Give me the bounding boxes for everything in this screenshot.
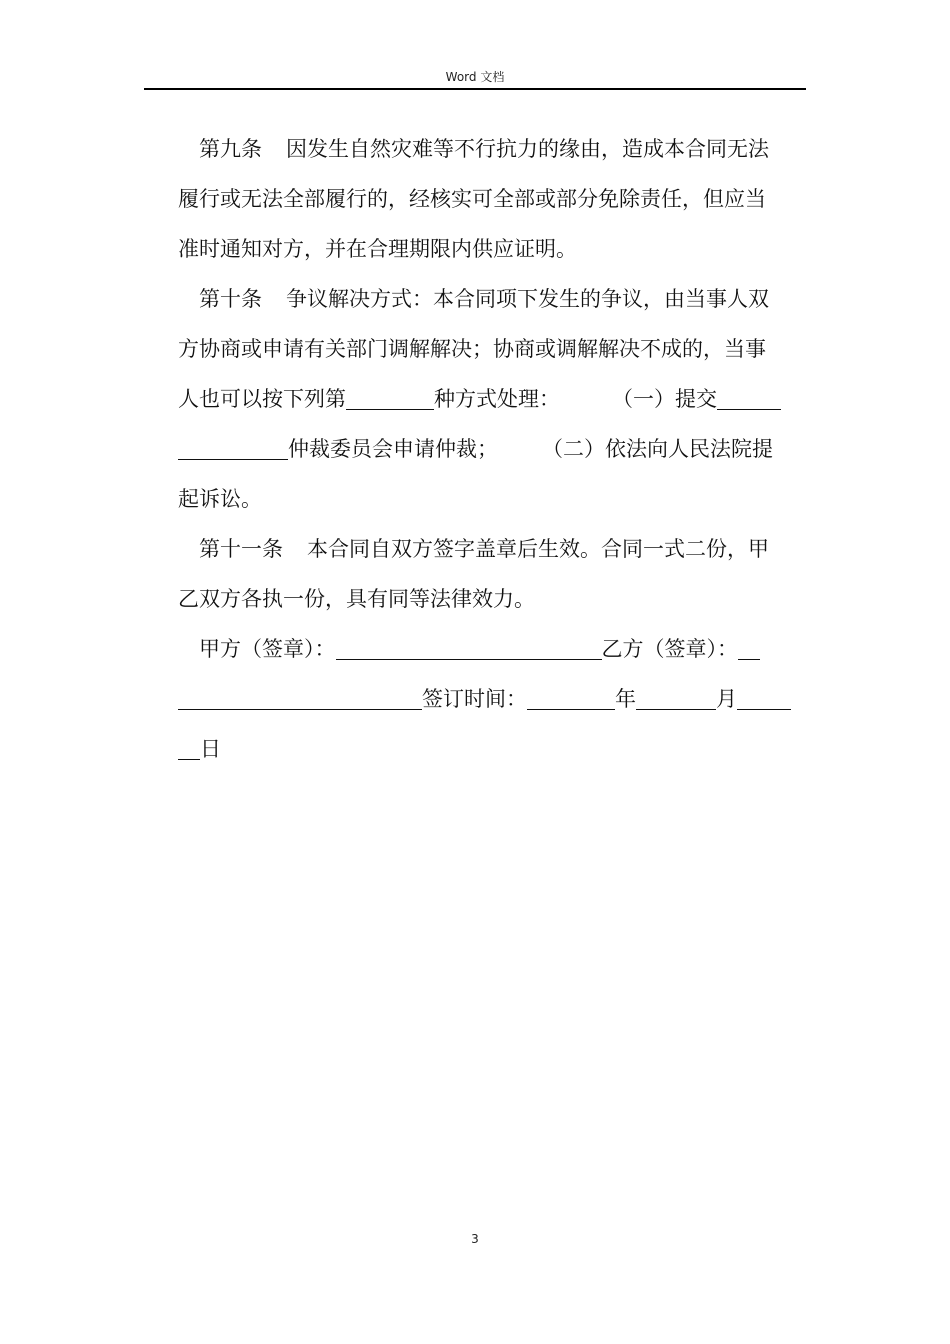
document-body [178,124,802,774]
year-label: 年 [615,687,636,711]
article-10-text-2: 方协商或申请有关部门调解解决；协商或调解解决不成的，当事 [178,337,766,361]
article-10-line-5 [178,474,802,524]
day-label: 日 [200,737,221,761]
article-10-text-4b: 仲裁委员会申请仲裁； [288,437,498,461]
article-11-title: 第十一条 [199,537,283,561]
article-11-text-2: 乙双方各执一份，具有同等法律效力。 [178,587,535,611]
article-10-line-1 [178,274,802,324]
article-9-text-3: 准时通知对方，并在合理期限内供应证明。 [178,237,577,261]
method-number-blank[interactable] [346,389,434,410]
party-a-label: 甲方（签章）： [199,637,336,661]
article-9-line-3 [178,224,802,274]
option-1-label: （一）提交 [612,387,717,411]
option-2-label: （二）依法向人民法院提 [542,437,773,461]
party-b-signature-blank-2[interactable] [178,689,422,710]
article-10-text-3b: 种方式处理： [434,387,560,411]
party-b-label: 乙方（签章）： [601,637,738,661]
article-10-title: 第十条 [199,287,262,311]
party-a-signature-blank[interactable] [336,639,602,660]
article-10-text-5: 起诉讼。 [178,487,262,511]
year-blank[interactable] [527,689,615,710]
page-header [144,66,806,90]
arbitration-committee-blank-2[interactable] [178,439,288,460]
article-10-text-1: 争议解决方式：本合同项下发生的争议，由当事人双 [286,287,769,311]
day-blank-1[interactable] [737,689,791,710]
arbitration-committee-blank-1[interactable] [717,389,781,410]
article-9-title: 第九条 [199,137,262,161]
header-title: Word 文档 [445,70,505,84]
signature-line-3 [178,724,802,774]
article-10-line-3 [178,374,802,424]
signature-line-1 [178,624,802,674]
signature-line-2 [178,674,802,724]
article-10-line-2 [178,324,802,374]
article-11-line-2 [178,574,802,624]
article-11-text-1: 本合同自双方签字盖章后生效。合同一式二份，甲 [307,537,769,561]
article-9-text-1: 因发生自然灾难等不行抗力的缘由，造成本合同无法 [286,137,769,161]
day-blank-2[interactable] [178,739,200,760]
month-blank[interactable] [636,689,716,710]
article-9-line-2 [178,174,802,224]
article-9-text-2: 履行或无法全部履行的，经核实可全部或部分免除责任，但应当 [178,187,766,211]
article-9-line-1 [178,124,802,174]
article-11-line-1 [178,524,802,574]
party-b-signature-blank-1[interactable] [738,639,760,660]
article-10-text-3a: 人也可以按下列第 [178,387,346,411]
article-10-line-4 [178,424,802,474]
month-label: 月 [716,687,737,711]
page-number: 3 [471,1232,479,1246]
sign-date-label: 签订时间： [422,687,527,711]
